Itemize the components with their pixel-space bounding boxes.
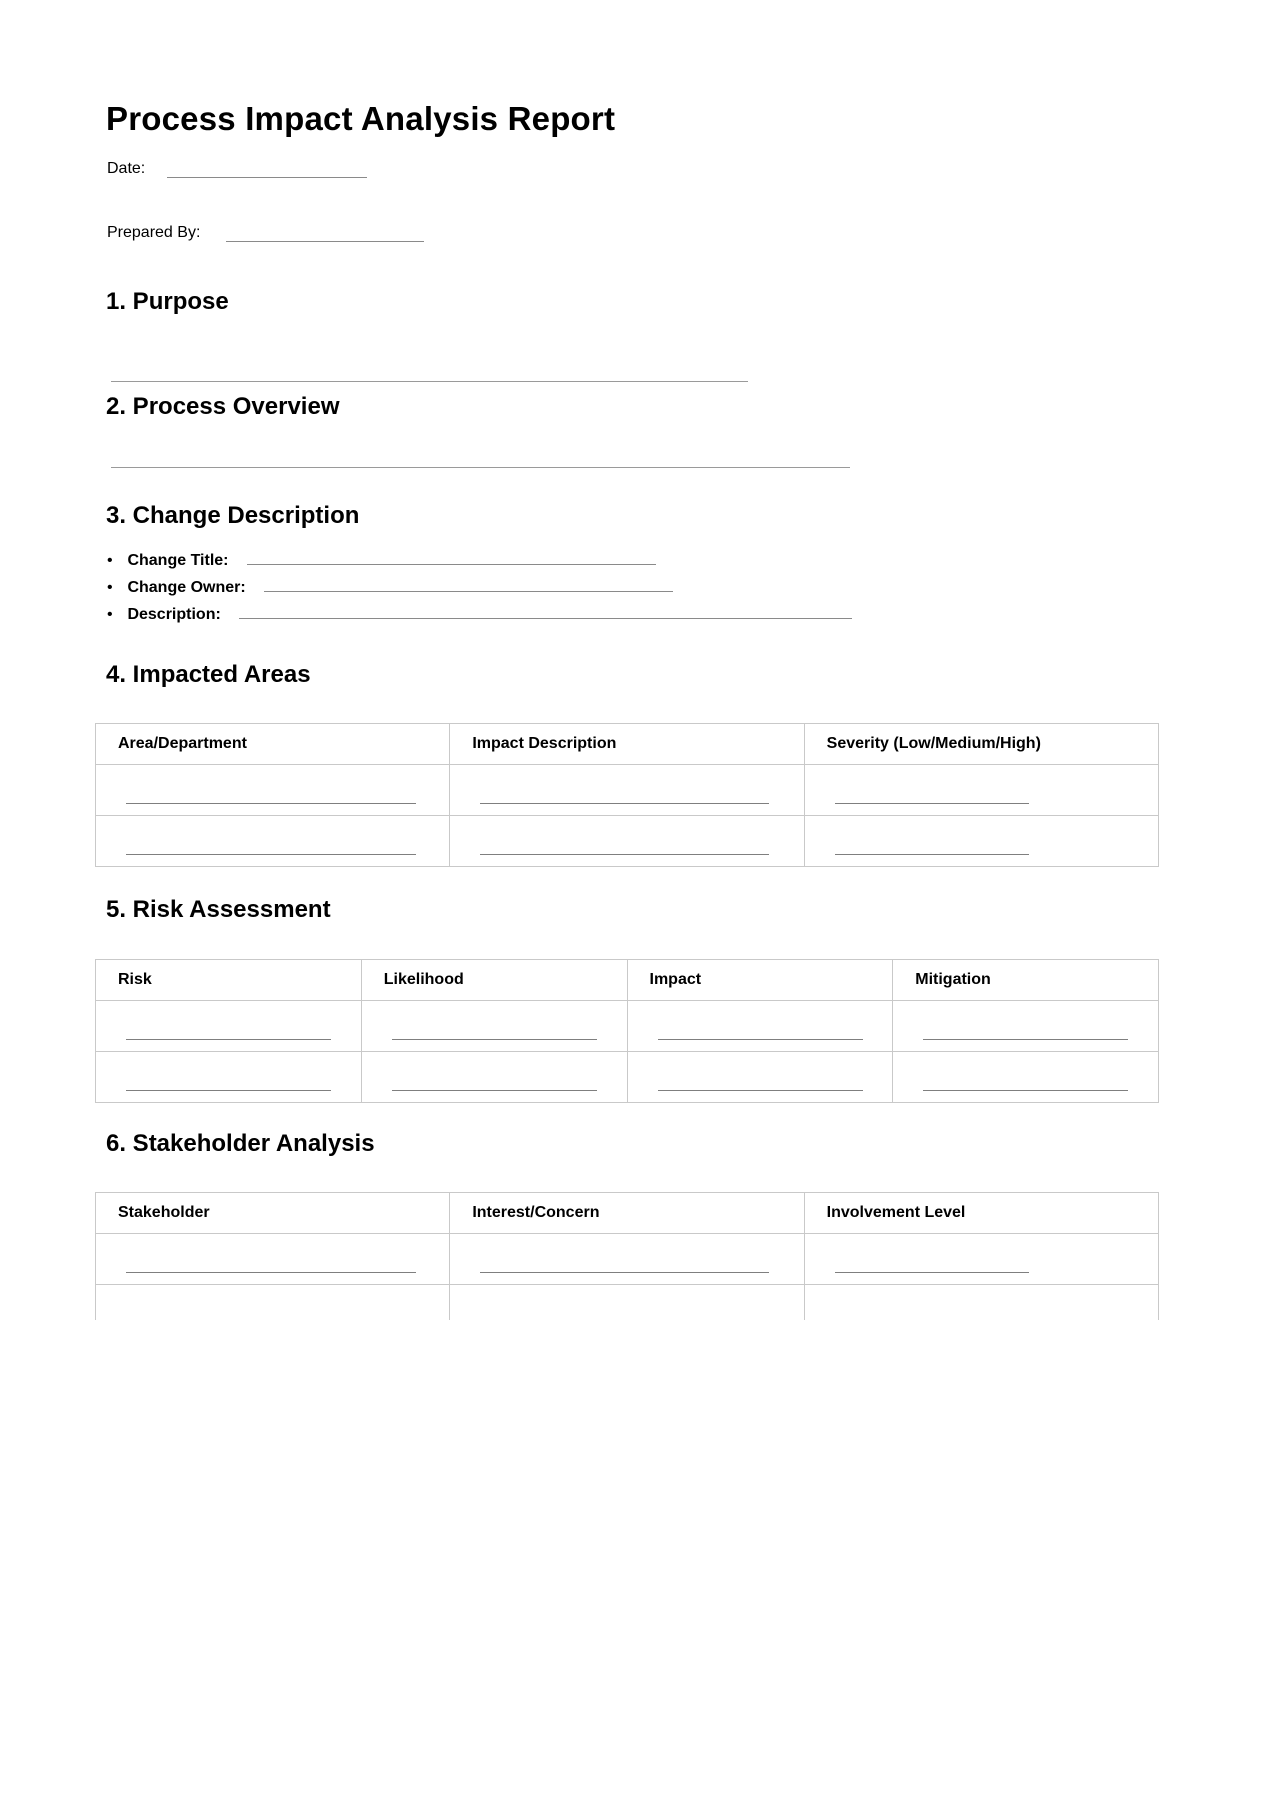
date-label: Date:	[107, 160, 146, 177]
table-row	[96, 816, 1159, 867]
column-header: Stakeholder	[96, 1193, 450, 1234]
description-input-line[interactable]	[239, 601, 852, 619]
date-input-line[interactable]	[167, 160, 367, 178]
prepared-by-input-line[interactable]	[226, 224, 424, 242]
change-description-list	[91, 547, 852, 628]
purpose-input-line[interactable]	[111, 381, 748, 382]
table-row	[96, 1001, 1159, 1052]
change-owner-input-line[interactable]	[264, 574, 673, 592]
section-heading-risk-assessment: 5. Risk Assessment	[106, 896, 331, 923]
prepared-by-label: Prepared By:	[107, 224, 201, 241]
column-header: Involvement Level	[804, 1193, 1158, 1234]
column-header: Severity (Low/Medium/High)	[804, 724, 1158, 765]
list-item-change-title	[91, 547, 852, 574]
table-row	[96, 1285, 1159, 1321]
cell-input-line[interactable]	[126, 1090, 331, 1091]
cell-input-line[interactable]	[835, 854, 1029, 855]
cell-input-line[interactable]	[923, 1039, 1128, 1040]
section-heading-process-overview: 2. Process Overview	[106, 393, 340, 420]
cell-input-line[interactable]	[923, 1090, 1128, 1091]
date-field	[107, 160, 367, 178]
cell-input-line[interactable]	[126, 1272, 416, 1273]
risk-assessment-table	[95, 959, 1159, 1103]
cell-input-line[interactable]	[480, 1272, 769, 1273]
table-header-row	[96, 960, 1159, 1001]
stakeholder-analysis-table	[95, 1192, 1161, 1320]
column-header: Mitigation	[893, 960, 1159, 1001]
process-overview-input-line[interactable]	[111, 467, 850, 468]
prepared-by-field	[107, 224, 424, 242]
column-header: Interest/Concern	[450, 1193, 804, 1234]
page-title: Process Impact Analysis Report	[106, 100, 616, 137]
table-row	[96, 765, 1159, 816]
description-label: Description:	[127, 606, 221, 623]
cell-input-line[interactable]	[480, 854, 769, 855]
table-row	[96, 1052, 1159, 1103]
cell-input-line[interactable]	[658, 1090, 863, 1091]
list-item-description	[91, 601, 852, 628]
change-title-input-line[interactable]	[247, 547, 656, 565]
table-row	[96, 1234, 1159, 1285]
column-header: Likelihood	[361, 960, 627, 1001]
column-header: Impact Description	[450, 724, 804, 765]
cell-input-line[interactable]	[835, 1272, 1029, 1273]
column-header: Impact	[627, 960, 893, 1001]
cell-input-line[interactable]	[126, 1039, 331, 1040]
cell-input-line[interactable]	[126, 854, 416, 855]
cell-input-line[interactable]	[835, 803, 1029, 804]
change-owner-label: Change Owner:	[127, 579, 246, 596]
section-heading-impacted-areas: 4. Impacted Areas	[106, 661, 311, 688]
cell-input-line[interactable]	[658, 1039, 863, 1040]
table-header-row	[96, 1193, 1159, 1234]
table-header-row	[96, 724, 1159, 765]
list-item-change-owner	[91, 574, 852, 601]
change-title-label: Change Title:	[127, 552, 229, 569]
section-heading-stakeholder-analysis: 6. Stakeholder Analysis	[106, 1130, 375, 1157]
cell-input-line[interactable]	[392, 1090, 597, 1091]
impacted-areas-table	[95, 723, 1159, 867]
cell-input-line[interactable]	[480, 803, 769, 804]
section-heading-change-description: 3. Change Description	[106, 502, 360, 529]
section-heading-purpose: 1. Purpose	[106, 288, 229, 315]
column-header: Area/Department	[96, 724, 450, 765]
column-header: Risk	[96, 960, 362, 1001]
cell-input-line[interactable]	[126, 803, 416, 804]
cell-input-line[interactable]	[392, 1039, 597, 1040]
